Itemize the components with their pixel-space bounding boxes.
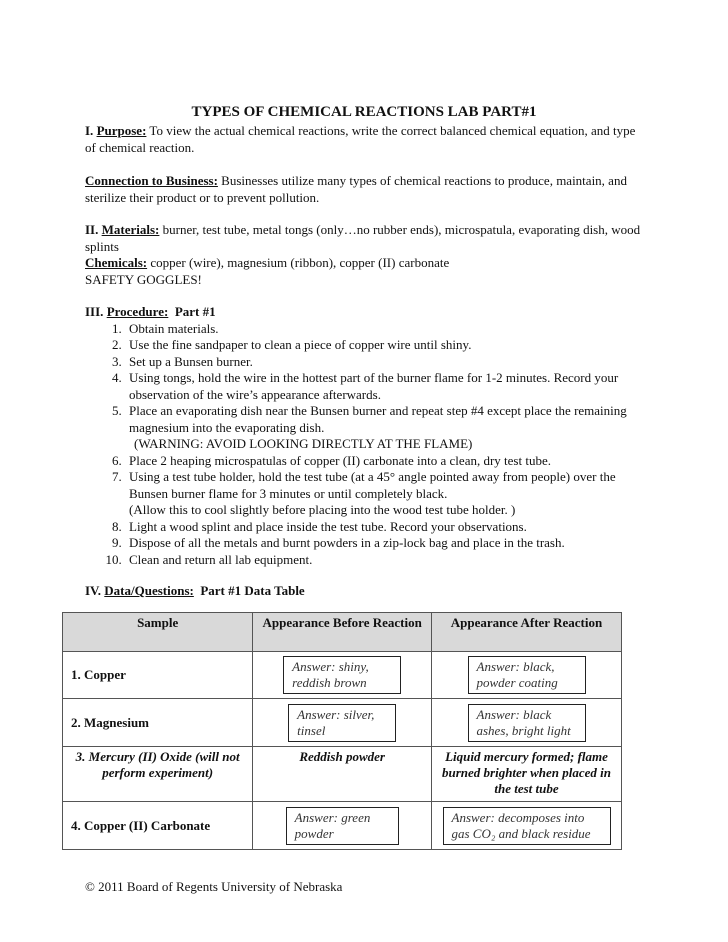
page-title: TYPES OF CHEMICAL REACTIONS LAB PART#1 [191, 104, 537, 120]
procedure-section: III. Procedure: Part #1 1. Obtain materials. 2. Use the fine sandpaper to clean a piece of copper wire until shiny. 3. Set up a Bunsen burner. 4. Using tongs, hold the wire in the hottest part of the burner flame for 1-2 minutes. Record your observation of the wire’s appearance afterwards. 5. Place an evaporating dish near the Bunsen burner and repeat step #4 except place the remaining magnesium into the evaporating dish. (WARNING: AVOID LOOKING DIRECTLY AT THE FLAME) 6. Place 2 heaping microspatulas of copper (II) carbonate into a clean, dry test tube. 7. Using a test tube holder, hold the test tube (at a 45° angle pointed away from people) over the Bunsen burner flame for 3 minutes or until completely black. (Allow this to cool slightly before placing into the wood test tube holder. ) 8. Light a wood splint and place inside the test tube. Record your observations. 9. Dispose of all the metals and burnt powders in a zip-lock bag and place in the trash. 10. Clean and return all lab equipment. [85, 304, 645, 568]
copyright-footer: © 2011 Board of Regents University of Nebraska [85, 879, 343, 894]
step: 7. Using a test tube holder, hold the test tube (at a 45° angle pointed away from people) over the Bunsen burner flame for 3 minutes or until completely black. (Allow this to cool slightly before placing into the wood test tube holder. ) [125, 469, 645, 519]
procedure-steps [85, 321, 645, 569]
data-table [62, 612, 622, 850]
safety-note: SAFETY GOGGLES! [85, 271, 202, 287]
table-row: 2. Magnesium Answer: silver, tinsel Answer: black ashes, bright light [63, 699, 622, 747]
answer-box[interactable]: Answer: shiny, reddish brown [283, 656, 401, 694]
data-section-heading: IV. Data/Questions: Part #1 Data Table [85, 583, 305, 598]
answer-box[interactable]: Answer: black ashes, bright light [468, 704, 586, 742]
purpose-section: I. Purpose: To view the actual chemical reactions, write the correct balanced chemical equation, and type of chemical reaction. [85, 123, 636, 155]
materials-section: II. Materials: burner, test tube, metal tongs (only…no rubber ends), microspatula, evaporating dish, wood splints Chemicals: copper (wire), magnesium (ribbon), copper (II) carbonate SAFETY GOGGLES! [85, 222, 645, 288]
step: 8. Light a wood splint and place inside the test tube. Record your observations. [125, 519, 645, 536]
table-row: 1. Copper Answer: shiny, reddish brown Answer: black, powder coating [63, 652, 622, 699]
step: 1. Obtain materials. [125, 321, 645, 338]
chemicals-line: Chemicals: copper (wire), magnesium (ribbon), copper (II) carbonate [85, 255, 450, 270]
step: 5. Place an evaporating dish near the Bunsen burner and repeat step #4 except place the remaining magnesium into the evaporating dish. (WARNING: AVOID LOOKING DIRECTLY AT THE FLAME) [125, 403, 645, 453]
answer-box[interactable]: Answer: green powder [286, 807, 399, 845]
step: 4. Using tongs, hold the wire in the hottest part of the burner flame for 1-2 minutes. Record your observation of the wire’s appearance afterwards. [125, 370, 645, 403]
connection-section: Connection to Business: Businesses utilize many types of chemical reactions to produce, maintain, and sterilize their product or to prevent pollution. [85, 173, 627, 205]
answer-box[interactable]: Answer: decomposes into gas CO₂ and black residue [443, 807, 611, 845]
step: 10. Clean and return all lab equipment. [125, 552, 645, 569]
table-header: Sample Appearance Before Reaction Appearance After Reaction [63, 613, 622, 652]
answer-box[interactable]: Answer: black, powder coating [468, 656, 586, 694]
step: 6. Place 2 heaping microspatulas of copper (II) carbonate into a clean, dry test tube. [125, 453, 645, 470]
step: 3. Set up a Bunsen burner. [125, 354, 645, 371]
warning-note: (WARNING: AVOID LOOKING DIRECTLY AT THE FLAME) [134, 436, 473, 451]
step: 2. Use the fine sandpaper to clean a piece of copper wire until shiny. [125, 337, 645, 354]
answer-box[interactable]: Answer: silver, tinsel [288, 704, 396, 742]
table-row: 4. Copper (II) Carbonate Answer: green powder Answer: decomposes into gas CO₂ and black residue [63, 802, 622, 850]
step: 9. Dispose of all the metals and burnt powders in a zip-lock bag and place in the trash. [125, 535, 645, 552]
table-row: 3. Mercury (II) Oxide (will not perform experiment) Reddish powder Liquid mercury formed; flame burned brighter when placed in the test tube [63, 747, 622, 802]
cooling-note: (Allow this to cool slightly before placing into the wood test tube holder. ) [129, 502, 516, 517]
